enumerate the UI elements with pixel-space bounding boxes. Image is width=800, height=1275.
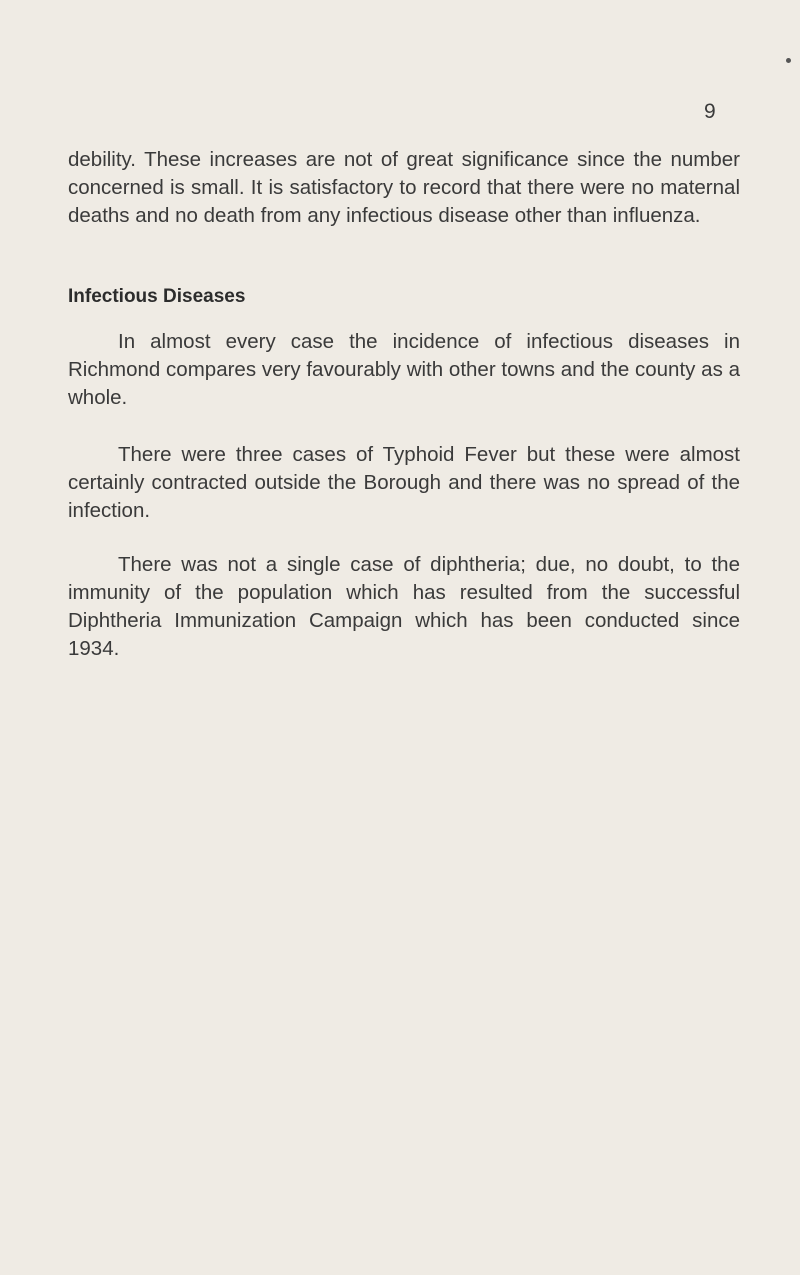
body-paragraph-2: There were three cases of Typhoid Fever but these were almost certainly contracted outside the Borough and there was no spread of the infection. xyxy=(68,443,740,522)
intro-paragraph: debility. These increases are not of great significance since the number concerned is small. It is satisfactory to record that there were no maternal deaths and no death from any infectious disease other than influenza. xyxy=(68,148,740,227)
body-paragraph-1: In almost every case the incidence of infectious diseases in Richmond compares very favourably with other towns and the county as a whole. xyxy=(68,330,740,409)
section-heading: Infectious Diseases xyxy=(68,286,246,307)
page-number: 9 xyxy=(704,100,717,123)
print-speck xyxy=(786,58,791,63)
body-paragraph-3: There was not a single case of diphtheria; due, no doubt, to the immunity of the population which has resulted from the successful Diphtheria Immunization Campaign which has been conducted since 1934. xyxy=(68,553,740,660)
